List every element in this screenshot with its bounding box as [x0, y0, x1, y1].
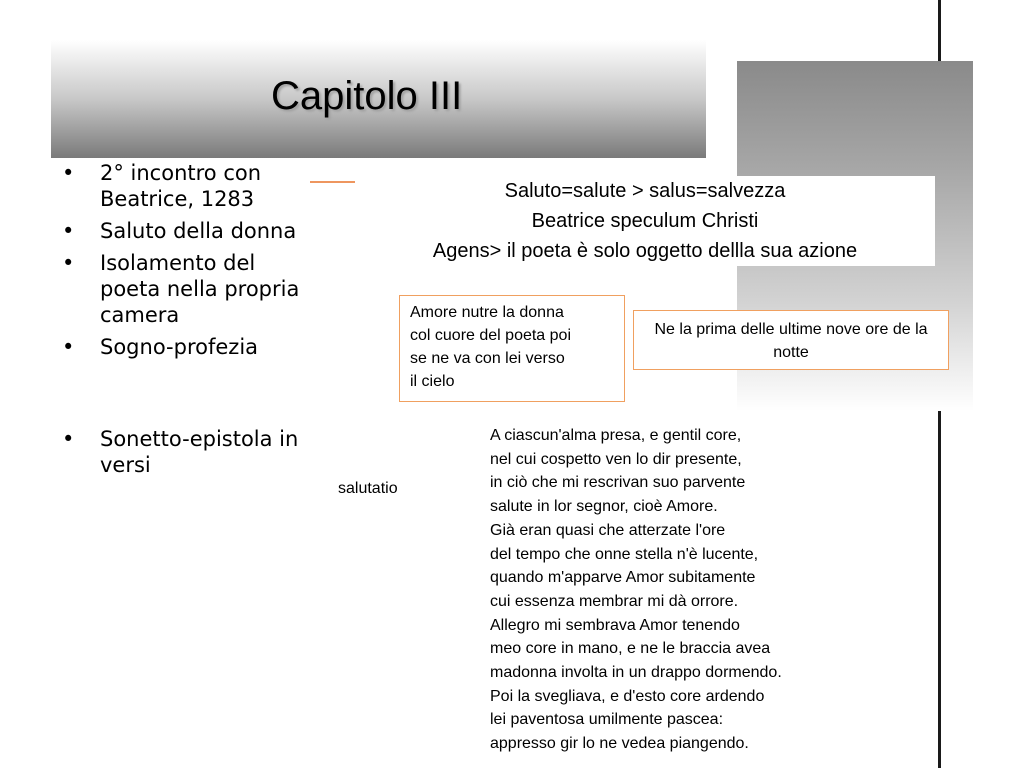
note-line: Amore nutre la donna: [410, 304, 564, 321]
poem-line: salute in lor segnor, cioè Amore.: [490, 498, 718, 516]
salutatio-label: salutatio: [338, 480, 398, 497]
poem-line: nel cui cospetto ven lo dir presente,: [490, 450, 742, 468]
poem-line: appresso gir lo ne vedea piangendo.: [490, 735, 749, 753]
poem-line: Allegro mi sembrava Amor tenendo: [490, 616, 740, 634]
note-line: il cielo: [410, 373, 455, 390]
poem-line: madonna involta in un drappo dormendo.: [490, 664, 782, 682]
bullet-item: • 2° incontro con Beatrice, 1283: [60, 160, 320, 212]
poem-line: lei paventosa umilmente pascea:: [490, 711, 724, 729]
saluto-textbox: [355, 176, 935, 266]
poem-line: cui essenza membrar mi dà orrore.: [490, 592, 739, 610]
poem-line: A ciascun'alma presa, e gentil core,: [490, 427, 742, 444]
poem-line: Poi la svegliava, e d'esto core ardendo: [490, 687, 765, 705]
saluto-line: Beatrice speculum Christi: [531, 210, 759, 232]
poem-line: in ciò che mi rescrivan suo parvente: [490, 474, 746, 492]
bullet-item: • Saluto della donna: [60, 218, 320, 244]
bullet-item: • Isolamento del poeta nella propria camera: [60, 250, 320, 328]
poem-line: meo core in mano, e ne le braccia avea: [490, 640, 771, 658]
bullet-item: • Sogno-profezia: [60, 334, 320, 360]
note-line: col cuore del poeta poi: [410, 327, 571, 344]
sonnet-text: [490, 424, 782, 756]
saluto-line: Agens> il poeta è solo oggetto dellla sua azione: [432, 240, 858, 262]
poem-line: Già eran quasi che atterzate l'ore: [490, 521, 726, 539]
saluto-line: Saluto=salute > salus=salvezza: [504, 180, 786, 202]
poem-line: quando m'apparve Amor subitamente: [490, 569, 756, 587]
bullet-list: [60, 160, 320, 484]
slide-title: Capitolo III: [271, 74, 463, 118]
prima-ora-note-box: Ne la prima delle ultime nove ore de la notte: [633, 310, 949, 370]
note-line: se ne va con lei verso: [410, 350, 565, 367]
poem-line: del tempo che onne stella n'è lucente,: [490, 545, 759, 563]
bullet-item: • Sonetto-epistola in versi: [60, 426, 320, 478]
amore-note-box: [399, 295, 625, 402]
